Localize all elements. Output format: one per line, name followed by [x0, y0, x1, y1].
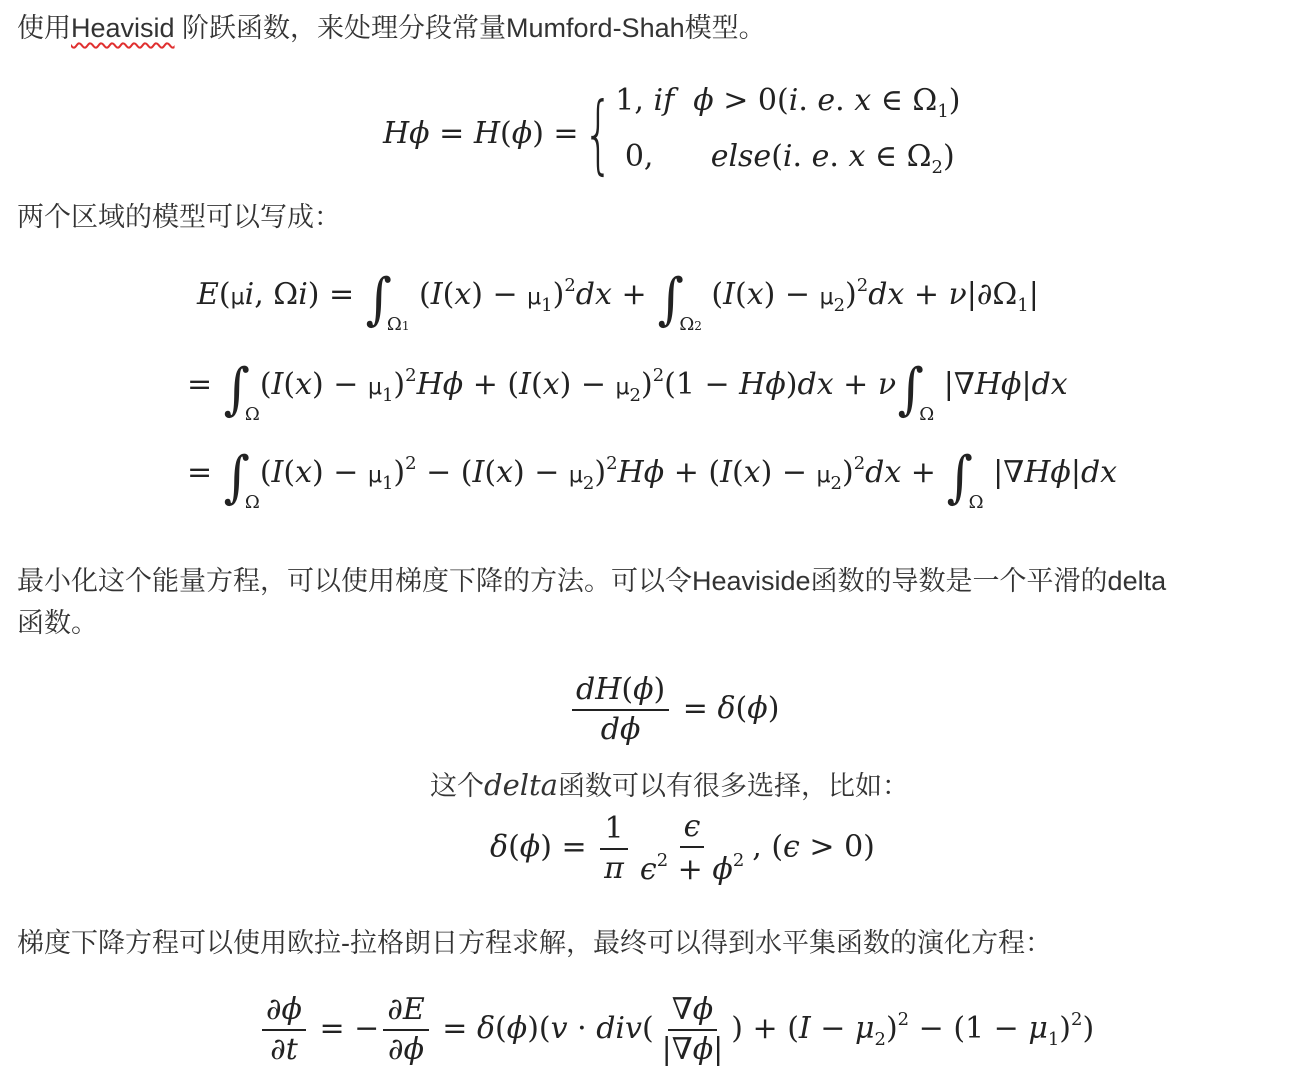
misspelled-word[interactable]: Heavisid: [71, 13, 175, 43]
intro-text-before: 使用: [17, 13, 71, 43]
delta-text-after: 函数可以有很多选择，比如：: [557, 771, 909, 801]
equation-derivative: $\frac{dH(\phi)}{d\phi}$ = δ(ϕ): [568, 675, 779, 745]
paragraph-delta-choice: [430, 764, 909, 807]
delta-italic: delta: [484, 768, 558, 802]
paragraph-two-regions: 两个区域的模型可以写成：: [17, 202, 341, 232]
equation-heaviside: Hϕ = H(ϕ) ={ 1, if ϕ > 0(i. e. x ∈ $\Omega_1$) 0, else(i. e. x ∈ $\Omega_2$): [383, 83, 961, 184]
paragraph-minimize-line1: 最小化这个能量方程，可以使用梯度下降的方法。可以令Heaviside函数的导数是一个平滑的delta: [17, 566, 1167, 596]
paragraph-intro: [17, 7, 766, 49]
equation-energy-line2: = $\int_\Omega(I(x) - \mu_1)^2H\phi + (I(x) - \mu_2)^2(1 - H\phi)dx + \nu\int_\Omega$ |∇Hϕ|dx: [187, 357, 1068, 425]
equation-energy-line3: = $\int_\Omega(I(x) - \mu_1)^2 - (I(x) - \mu_2)^2H\phi + (I(x) - \mu_2)^2dx + \int_\Omega$ |∇Hϕ|dx: [187, 445, 1118, 513]
equation-energy-line1: E(μi, $\Omega i) = \int_{\Omega 1}$ $(I(x) - \mu_1)^2dx + \int_{\Omega 2}$ $(I(x) - \mu_2)^2dx + \nu|\partial\Omega_1|$: [197, 267, 1039, 335]
equation-evolution: $\frac{\partial\phi}{\partial t}$ = − $\frac{\partial E}{\partial\phi}$ = δ(ϕ)(v · div( $\frac{\nabla\phi}{|\nabla\phi|}$ ) + $(I - \mu_2)^2 - (1 - \mu_1)^2$): [258, 995, 1094, 1065]
paragraph-gradient-descent: 梯度下降方程可以使用欧拉-拉格朗日方程求解，最终可以得到水平集函数的演化方程：: [17, 928, 1052, 958]
paragraph-minimize-line2: 函数。: [17, 608, 98, 638]
equation-delta: δ(ϕ) = $\frac{1}{\pi}$ $\frac{\epsilon}{\epsilon^2 + \phi^2}$ , (ϵ > 0): [490, 809, 875, 887]
intro-text-after: 阶跃函数，来处理分段常量Mumford-Shah模型。: [174, 13, 766, 43]
delta-text-before: 这个: [430, 771, 484, 801]
